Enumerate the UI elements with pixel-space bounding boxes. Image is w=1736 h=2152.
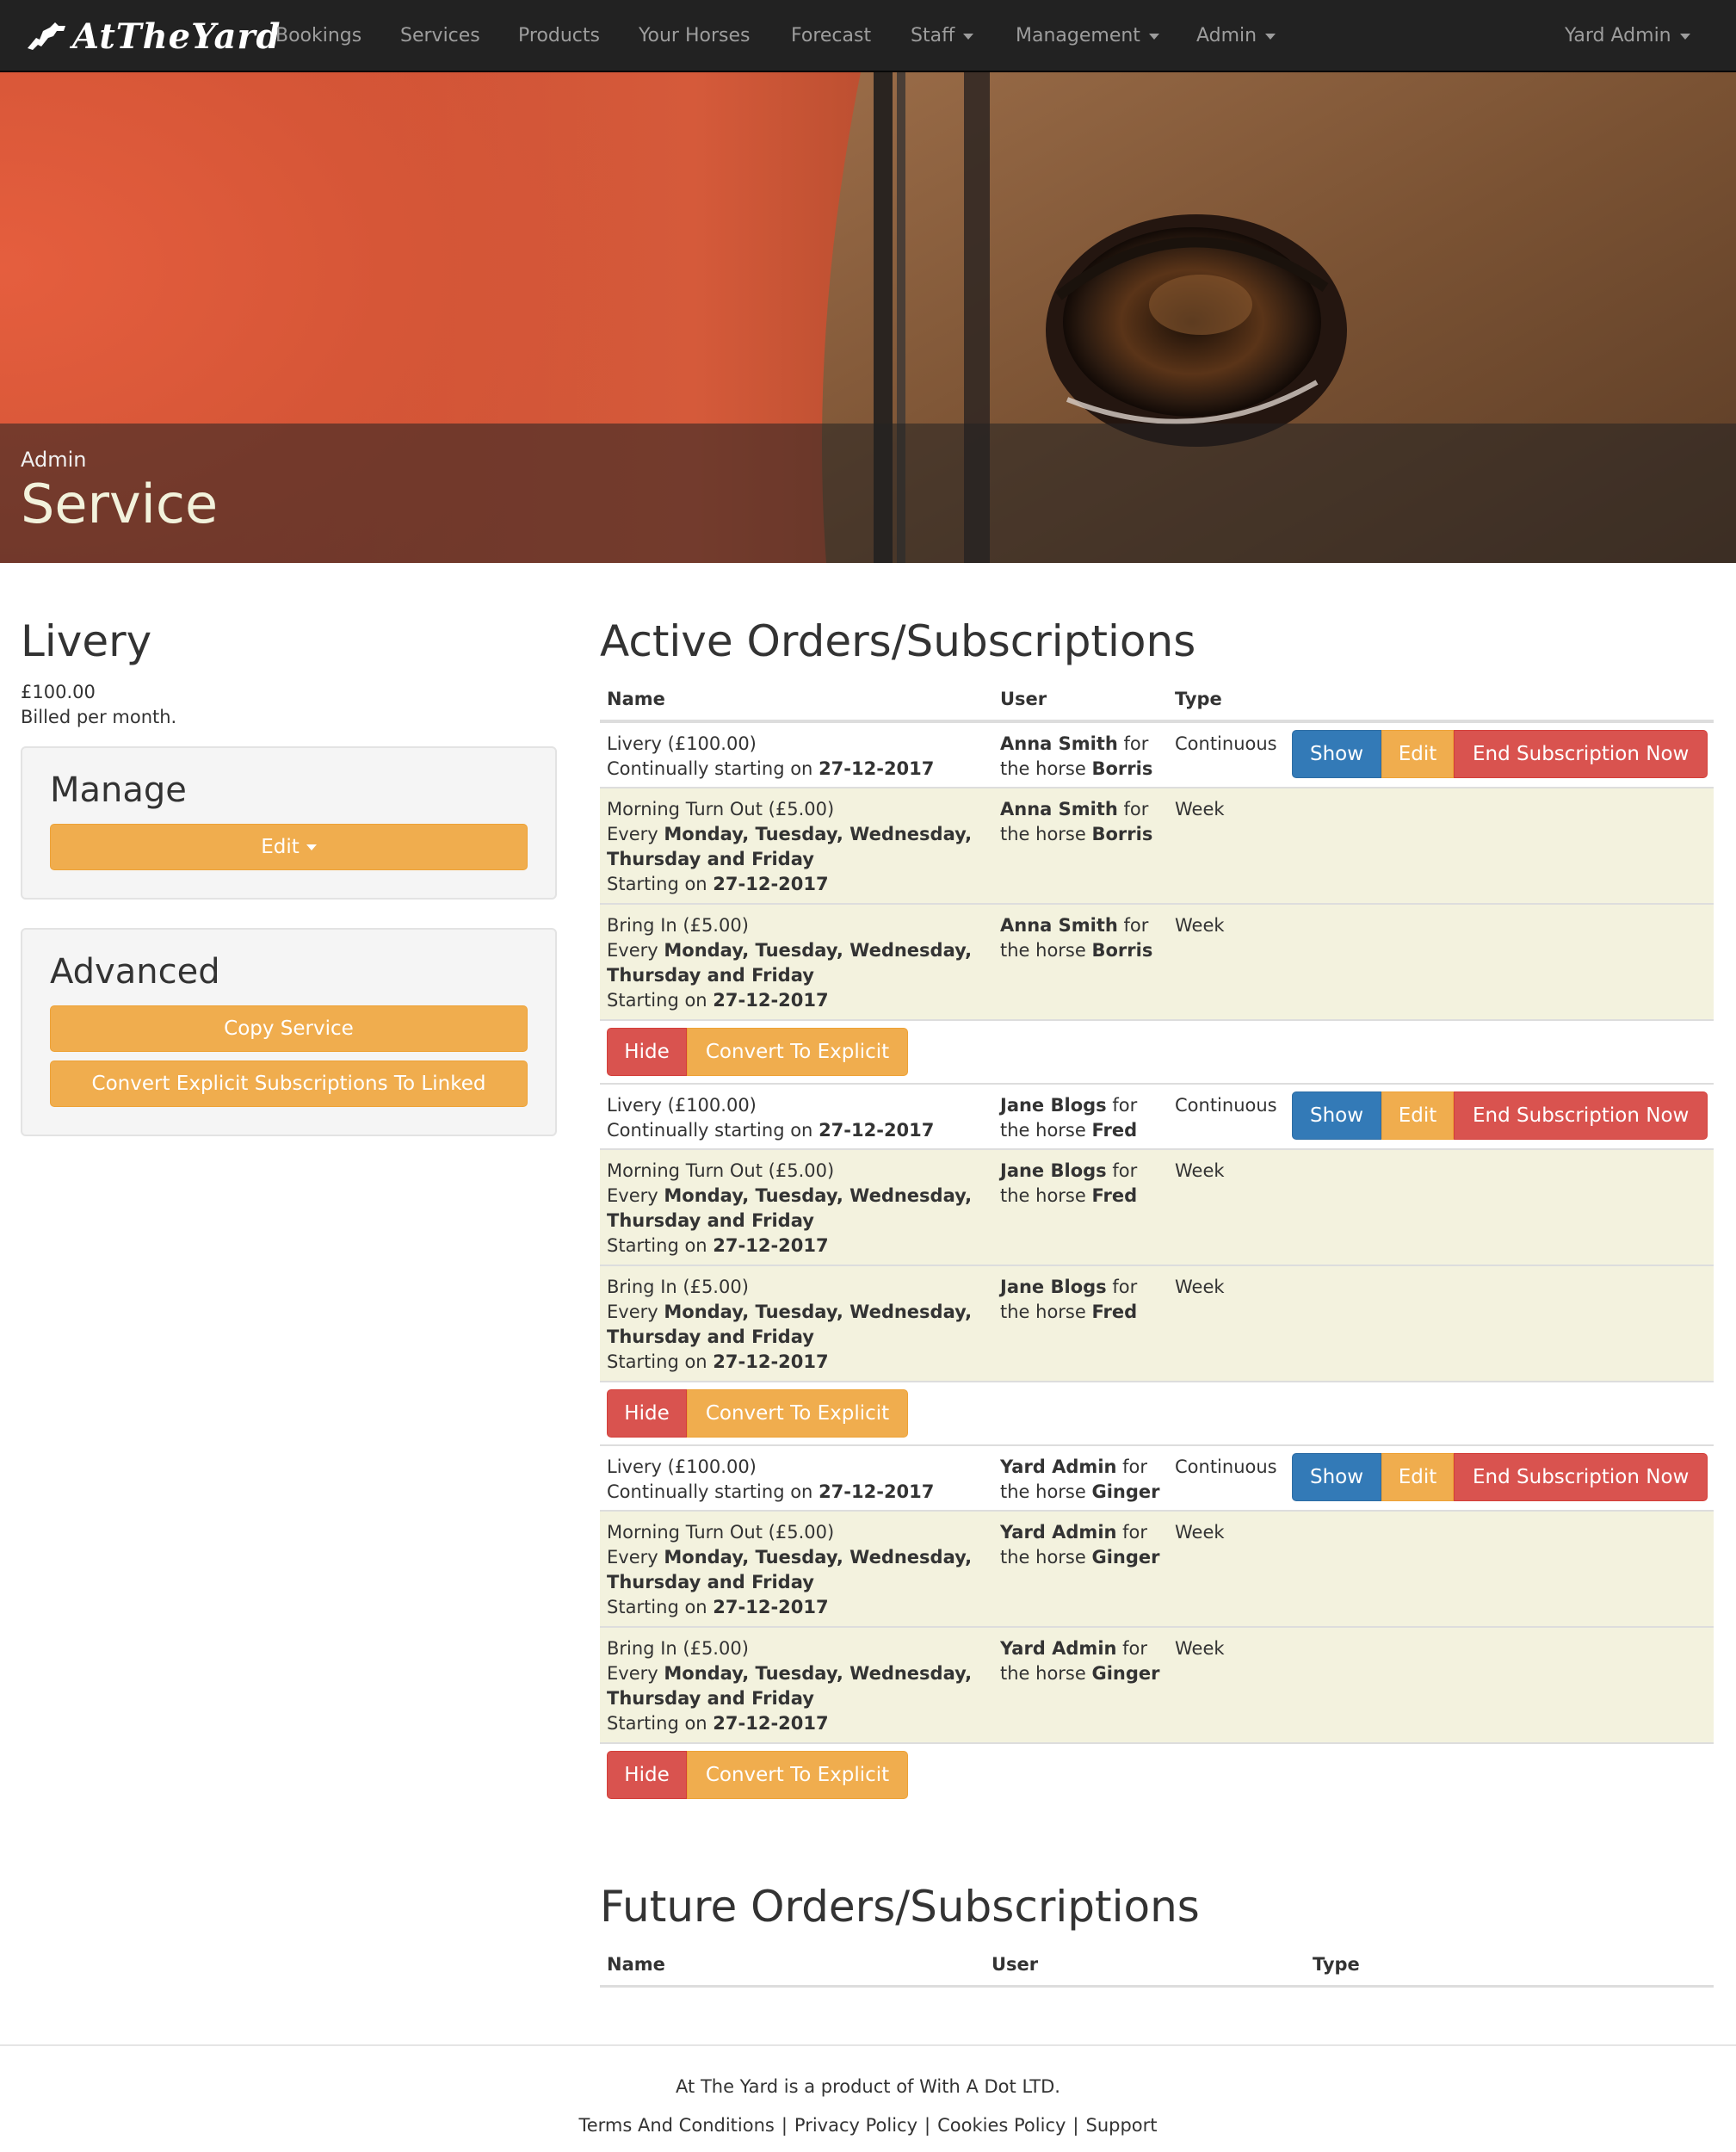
caret-down-icon bbox=[963, 34, 973, 40]
schedule-days: Thursday and Friday bbox=[607, 1210, 814, 1231]
start-date: 27-12-2017 bbox=[819, 758, 935, 779]
edit-button[interactable]: Edit bbox=[1381, 730, 1454, 778]
horse-logo-icon bbox=[24, 19, 69, 53]
service-name: Bring In bbox=[607, 1638, 677, 1659]
user-name: Anna Smith bbox=[1000, 915, 1118, 936]
footer-company-line: At The Yard is a product of With A Dot LTD. bbox=[676, 2076, 1060, 2097]
subscription-actions bbox=[1292, 730, 1708, 778]
for-label: for bbox=[1122, 1638, 1148, 1659]
nav-your-horses[interactable]: Your Horses bbox=[639, 25, 751, 46]
schedule-days: Thursday and Friday bbox=[607, 849, 814, 869]
nav-management-label: Management bbox=[1016, 25, 1140, 46]
group-actions-row bbox=[600, 1019, 1714, 1081]
start-date: 27-12-2017 bbox=[819, 1120, 935, 1141]
subscription-actions bbox=[1292, 1091, 1708, 1140]
order-name-cell bbox=[607, 1093, 994, 1143]
user-name: Anna Smith bbox=[1000, 799, 1118, 819]
nav-management-dropdown[interactable] bbox=[1016, 0, 1159, 72]
nav-forecast[interactable]: Forecast bbox=[791, 25, 872, 46]
table-row bbox=[600, 1148, 1714, 1265]
active-header-type: Type bbox=[1175, 689, 1222, 709]
table-row bbox=[600, 1626, 1714, 1742]
support-link[interactable]: Support bbox=[1085, 2115, 1158, 2136]
advanced-title: Advanced bbox=[50, 952, 220, 992]
convert-to-explicit-button[interactable]: Convert To Explicit bbox=[687, 1028, 908, 1076]
every-label: Every bbox=[607, 1663, 658, 1684]
end-subscription-button[interactable]: End Subscription Now bbox=[1454, 730, 1708, 778]
horse-name: Borris bbox=[1091, 758, 1153, 779]
horse-name: Borris bbox=[1091, 940, 1153, 961]
manage-title: Manage bbox=[50, 770, 187, 810]
table-row bbox=[600, 721, 1714, 787]
service-price: (£100.00) bbox=[667, 1456, 757, 1477]
edit-button[interactable]: Edit bbox=[1381, 1091, 1454, 1140]
order-type-cell: Week bbox=[1175, 915, 1225, 936]
table-row bbox=[600, 787, 1714, 903]
for-label: for bbox=[1112, 1095, 1138, 1116]
order-type-cell: Week bbox=[1175, 1638, 1225, 1659]
privacy-link[interactable]: Privacy Policy bbox=[794, 2115, 918, 2136]
order-name-cell bbox=[607, 1455, 994, 1505]
terms-link[interactable]: Terms And Conditions bbox=[578, 2115, 775, 2136]
footer-separator: | bbox=[781, 2115, 788, 2136]
horse-label: the horse bbox=[1000, 1481, 1086, 1502]
future-header-type: Type bbox=[1313, 1954, 1360, 1975]
active-header-name: Name bbox=[607, 689, 665, 709]
group-actions-row bbox=[600, 1381, 1714, 1443]
for-label: for bbox=[1122, 1522, 1148, 1543]
order-name-cell bbox=[607, 1275, 994, 1375]
footer-divider bbox=[0, 2044, 1736, 2046]
caret-down-icon bbox=[1149, 34, 1159, 40]
horse-label: the horse bbox=[1000, 1120, 1086, 1141]
order-user-cell bbox=[1000, 1455, 1172, 1505]
start-label: Starting on bbox=[607, 1597, 707, 1617]
horse-label: the horse bbox=[1000, 758, 1086, 779]
start-label: Continually starting on bbox=[607, 1481, 813, 1502]
schedule-days: Monday, Tuesday, Wednesday, bbox=[664, 1663, 973, 1684]
for-label: for bbox=[1112, 1277, 1138, 1297]
horse-label: the horse bbox=[1000, 940, 1086, 961]
every-label: Every bbox=[607, 824, 658, 844]
nav-bookings[interactable]: Bookings bbox=[275, 25, 362, 46]
nav-staff-label: Staff bbox=[911, 25, 955, 46]
hide-button[interactable]: Hide bbox=[607, 1028, 687, 1076]
end-subscription-button[interactable]: End Subscription Now bbox=[1454, 1453, 1708, 1501]
for-label: for bbox=[1123, 733, 1149, 754]
brand-logo[interactable]: AtTheYard bbox=[24, 12, 281, 60]
start-date: 27-12-2017 bbox=[713, 990, 829, 1011]
order-user-cell bbox=[1000, 1093, 1172, 1143]
order-type-cell: Continuous bbox=[1175, 1095, 1277, 1116]
start-label: Starting on bbox=[607, 1713, 707, 1734]
hero-subtitle: Admin bbox=[21, 448, 87, 472]
nav-services[interactable]: Services bbox=[400, 25, 480, 46]
user-name: Jane Blogs bbox=[1000, 1095, 1107, 1116]
group-actions-row bbox=[600, 1742, 1714, 1804]
edit-dropdown-button[interactable] bbox=[50, 824, 528, 870]
hide-button[interactable]: Hide bbox=[607, 1751, 687, 1799]
service-price: (£5.00) bbox=[683, 915, 749, 936]
order-type-cell: Week bbox=[1175, 1160, 1225, 1181]
convert-to-explicit-button[interactable]: Convert To Explicit bbox=[687, 1751, 908, 1799]
schedule-days: Monday, Tuesday, Wednesday, bbox=[664, 1547, 973, 1568]
horse-name: Ginger bbox=[1091, 1547, 1160, 1568]
nav-products[interactable]: Products bbox=[518, 25, 600, 46]
hero-banner bbox=[0, 72, 1736, 563]
hero-caption-bar bbox=[0, 424, 1736, 563]
start-date: 27-12-2017 bbox=[713, 1235, 829, 1256]
schedule-days: Monday, Tuesday, Wednesday, bbox=[664, 1185, 973, 1206]
table-row bbox=[600, 1510, 1714, 1626]
user-name: Jane Blogs bbox=[1000, 1160, 1107, 1181]
every-label: Every bbox=[607, 1185, 658, 1206]
active-orders-title: Active Orders/Subscriptions bbox=[600, 616, 1196, 666]
for-label: for bbox=[1112, 1160, 1138, 1181]
nav-user-dropdown[interactable] bbox=[1565, 0, 1690, 72]
horse-label: the horse bbox=[1000, 1302, 1086, 1322]
for-label: for bbox=[1123, 915, 1149, 936]
schedule-days: Monday, Tuesday, Wednesday, bbox=[664, 824, 973, 844]
start-label: Continually starting on bbox=[607, 1120, 813, 1141]
future-header-name: Name bbox=[607, 1954, 665, 1975]
caret-down-icon bbox=[1265, 34, 1276, 40]
order-user-cell bbox=[1000, 1275, 1172, 1325]
order-type-cell: Continuous bbox=[1175, 733, 1277, 754]
nav-staff-dropdown[interactable] bbox=[911, 0, 973, 72]
start-label: Starting on bbox=[607, 990, 707, 1011]
table-row bbox=[600, 1083, 1714, 1148]
caret-down-icon bbox=[1680, 34, 1690, 40]
start-label: Starting on bbox=[607, 874, 707, 894]
active-header-user: User bbox=[1000, 689, 1047, 709]
horse-name: Fred bbox=[1091, 1185, 1138, 1206]
service-price: (£5.00) bbox=[683, 1638, 749, 1659]
horse-name: Fred bbox=[1091, 1120, 1138, 1141]
edit-label: Edit bbox=[261, 836, 300, 858]
caret-down-icon bbox=[306, 844, 317, 850]
footer-separator: | bbox=[924, 2115, 931, 2136]
order-name-cell bbox=[607, 1520, 994, 1620]
start-date: 27-12-2017 bbox=[713, 874, 829, 894]
order-type-cell: Week bbox=[1175, 799, 1225, 819]
order-user-cell bbox=[1000, 732, 1172, 782]
edit-button[interactable]: Edit bbox=[1381, 1453, 1454, 1501]
future-orders-title: Future Orders/Subscriptions bbox=[600, 1882, 1200, 1932]
service-price: (£5.00) bbox=[768, 1160, 835, 1181]
show-button[interactable]: Show bbox=[1292, 1091, 1381, 1140]
order-name-cell bbox=[607, 913, 994, 1013]
service-name: Livery bbox=[607, 1456, 662, 1477]
for-label: for bbox=[1123, 799, 1149, 819]
order-name-cell bbox=[607, 1636, 994, 1736]
page-title: Service bbox=[21, 473, 219, 535]
service-name: Livery bbox=[21, 616, 152, 666]
schedule-days: Thursday and Friday bbox=[607, 965, 814, 986]
every-label: Every bbox=[607, 1547, 658, 1568]
start-date: 27-12-2017 bbox=[819, 1481, 935, 1502]
order-user-cell bbox=[1000, 797, 1172, 847]
order-user-cell bbox=[1000, 1520, 1172, 1570]
horse-label: the horse bbox=[1000, 1663, 1086, 1684]
user-name: Anna Smith bbox=[1000, 733, 1118, 754]
user-name: Yard Admin bbox=[1000, 1456, 1117, 1477]
service-name: Morning Turn Out bbox=[607, 799, 763, 819]
user-name: Jane Blogs bbox=[1000, 1277, 1107, 1297]
copy-service-button[interactable]: Copy Service bbox=[50, 1005, 528, 1052]
top-navbar bbox=[0, 0, 1736, 72]
order-type-cell: Continuous bbox=[1175, 1456, 1277, 1477]
schedule-days: Thursday and Friday bbox=[607, 1688, 814, 1709]
order-name-cell bbox=[607, 797, 994, 897]
service-price: (£5.00) bbox=[768, 799, 835, 819]
start-label: Continually starting on bbox=[607, 758, 813, 779]
show-button[interactable]: Show bbox=[1292, 730, 1381, 778]
order-user-cell bbox=[1000, 1636, 1172, 1686]
service-price: (£100.00) bbox=[667, 1095, 757, 1116]
horse-label: the horse bbox=[1000, 1547, 1086, 1568]
order-user-cell bbox=[1000, 1159, 1172, 1209]
order-type-cell: Week bbox=[1175, 1277, 1225, 1297]
footer-separator: | bbox=[1072, 2115, 1079, 2136]
advanced-panel bbox=[21, 928, 557, 1136]
nav-admin-label: Admin bbox=[1196, 25, 1257, 46]
nav-admin-dropdown[interactable] bbox=[1196, 0, 1276, 72]
start-date: 27-12-2017 bbox=[713, 1597, 829, 1617]
table-row bbox=[600, 1444, 1714, 1510]
table-row bbox=[600, 1265, 1714, 1381]
service-name: Bring In bbox=[607, 915, 677, 936]
every-label: Every bbox=[607, 940, 658, 961]
schedule-days: Thursday and Friday bbox=[607, 1326, 814, 1347]
convert-to-explicit-button[interactable]: Convert To Explicit bbox=[687, 1389, 908, 1438]
start-label: Starting on bbox=[607, 1235, 707, 1256]
service-price: (£5.00) bbox=[768, 1522, 835, 1543]
end-subscription-button[interactable]: End Subscription Now bbox=[1454, 1091, 1708, 1140]
table-header-divider bbox=[600, 1985, 1714, 1988]
schedule-days: Thursday and Friday bbox=[607, 1572, 814, 1592]
every-label: Every bbox=[607, 1302, 658, 1322]
service-billing: Billed per month. bbox=[21, 707, 177, 727]
service-name: Morning Turn Out bbox=[607, 1522, 763, 1543]
schedule-days: Monday, Tuesday, Wednesday, bbox=[664, 940, 973, 961]
subscription-actions bbox=[1292, 1453, 1708, 1501]
hide-button[interactable]: Hide bbox=[607, 1389, 687, 1438]
horse-label: the horse bbox=[1000, 824, 1086, 844]
service-name: Bring In bbox=[607, 1277, 677, 1297]
order-type-cell: Week bbox=[1175, 1522, 1225, 1543]
order-name-cell bbox=[607, 732, 994, 782]
start-date: 27-12-2017 bbox=[713, 1351, 829, 1372]
service-price: £100.00 bbox=[21, 682, 96, 702]
future-header-user: User bbox=[992, 1954, 1039, 1975]
service-price: (£100.00) bbox=[667, 733, 757, 754]
table-row bbox=[600, 903, 1714, 1019]
schedule-days: Monday, Tuesday, Wednesday, bbox=[664, 1302, 973, 1322]
horse-name: Borris bbox=[1091, 824, 1153, 844]
service-name: Livery bbox=[607, 733, 662, 754]
show-button[interactable]: Show bbox=[1292, 1453, 1381, 1501]
user-name: Yard Admin bbox=[1000, 1638, 1117, 1659]
user-name: Yard Admin bbox=[1000, 1522, 1117, 1543]
service-price: (£5.00) bbox=[683, 1277, 749, 1297]
horse-name: Ginger bbox=[1091, 1481, 1160, 1502]
service-name: Livery bbox=[607, 1095, 662, 1116]
nav-user-label: Yard Admin bbox=[1565, 25, 1671, 46]
horse-name: Ginger bbox=[1091, 1663, 1160, 1684]
service-name: Morning Turn Out bbox=[607, 1160, 763, 1181]
manage-panel bbox=[21, 746, 557, 900]
start-label: Starting on bbox=[607, 1351, 707, 1372]
cookies-link[interactable]: Cookies Policy bbox=[937, 2115, 1066, 2136]
order-user-cell bbox=[1000, 913, 1172, 963]
horse-label: the horse bbox=[1000, 1185, 1086, 1206]
convert-explicit-to-linked-button[interactable]: Convert Explicit Subscriptions To Linked bbox=[50, 1061, 528, 1107]
horse-name: Fred bbox=[1091, 1302, 1138, 1322]
order-name-cell bbox=[607, 1159, 994, 1258]
footer-links bbox=[0, 2115, 1736, 2136]
for-label: for bbox=[1122, 1456, 1148, 1477]
start-date: 27-12-2017 bbox=[713, 1713, 829, 1734]
